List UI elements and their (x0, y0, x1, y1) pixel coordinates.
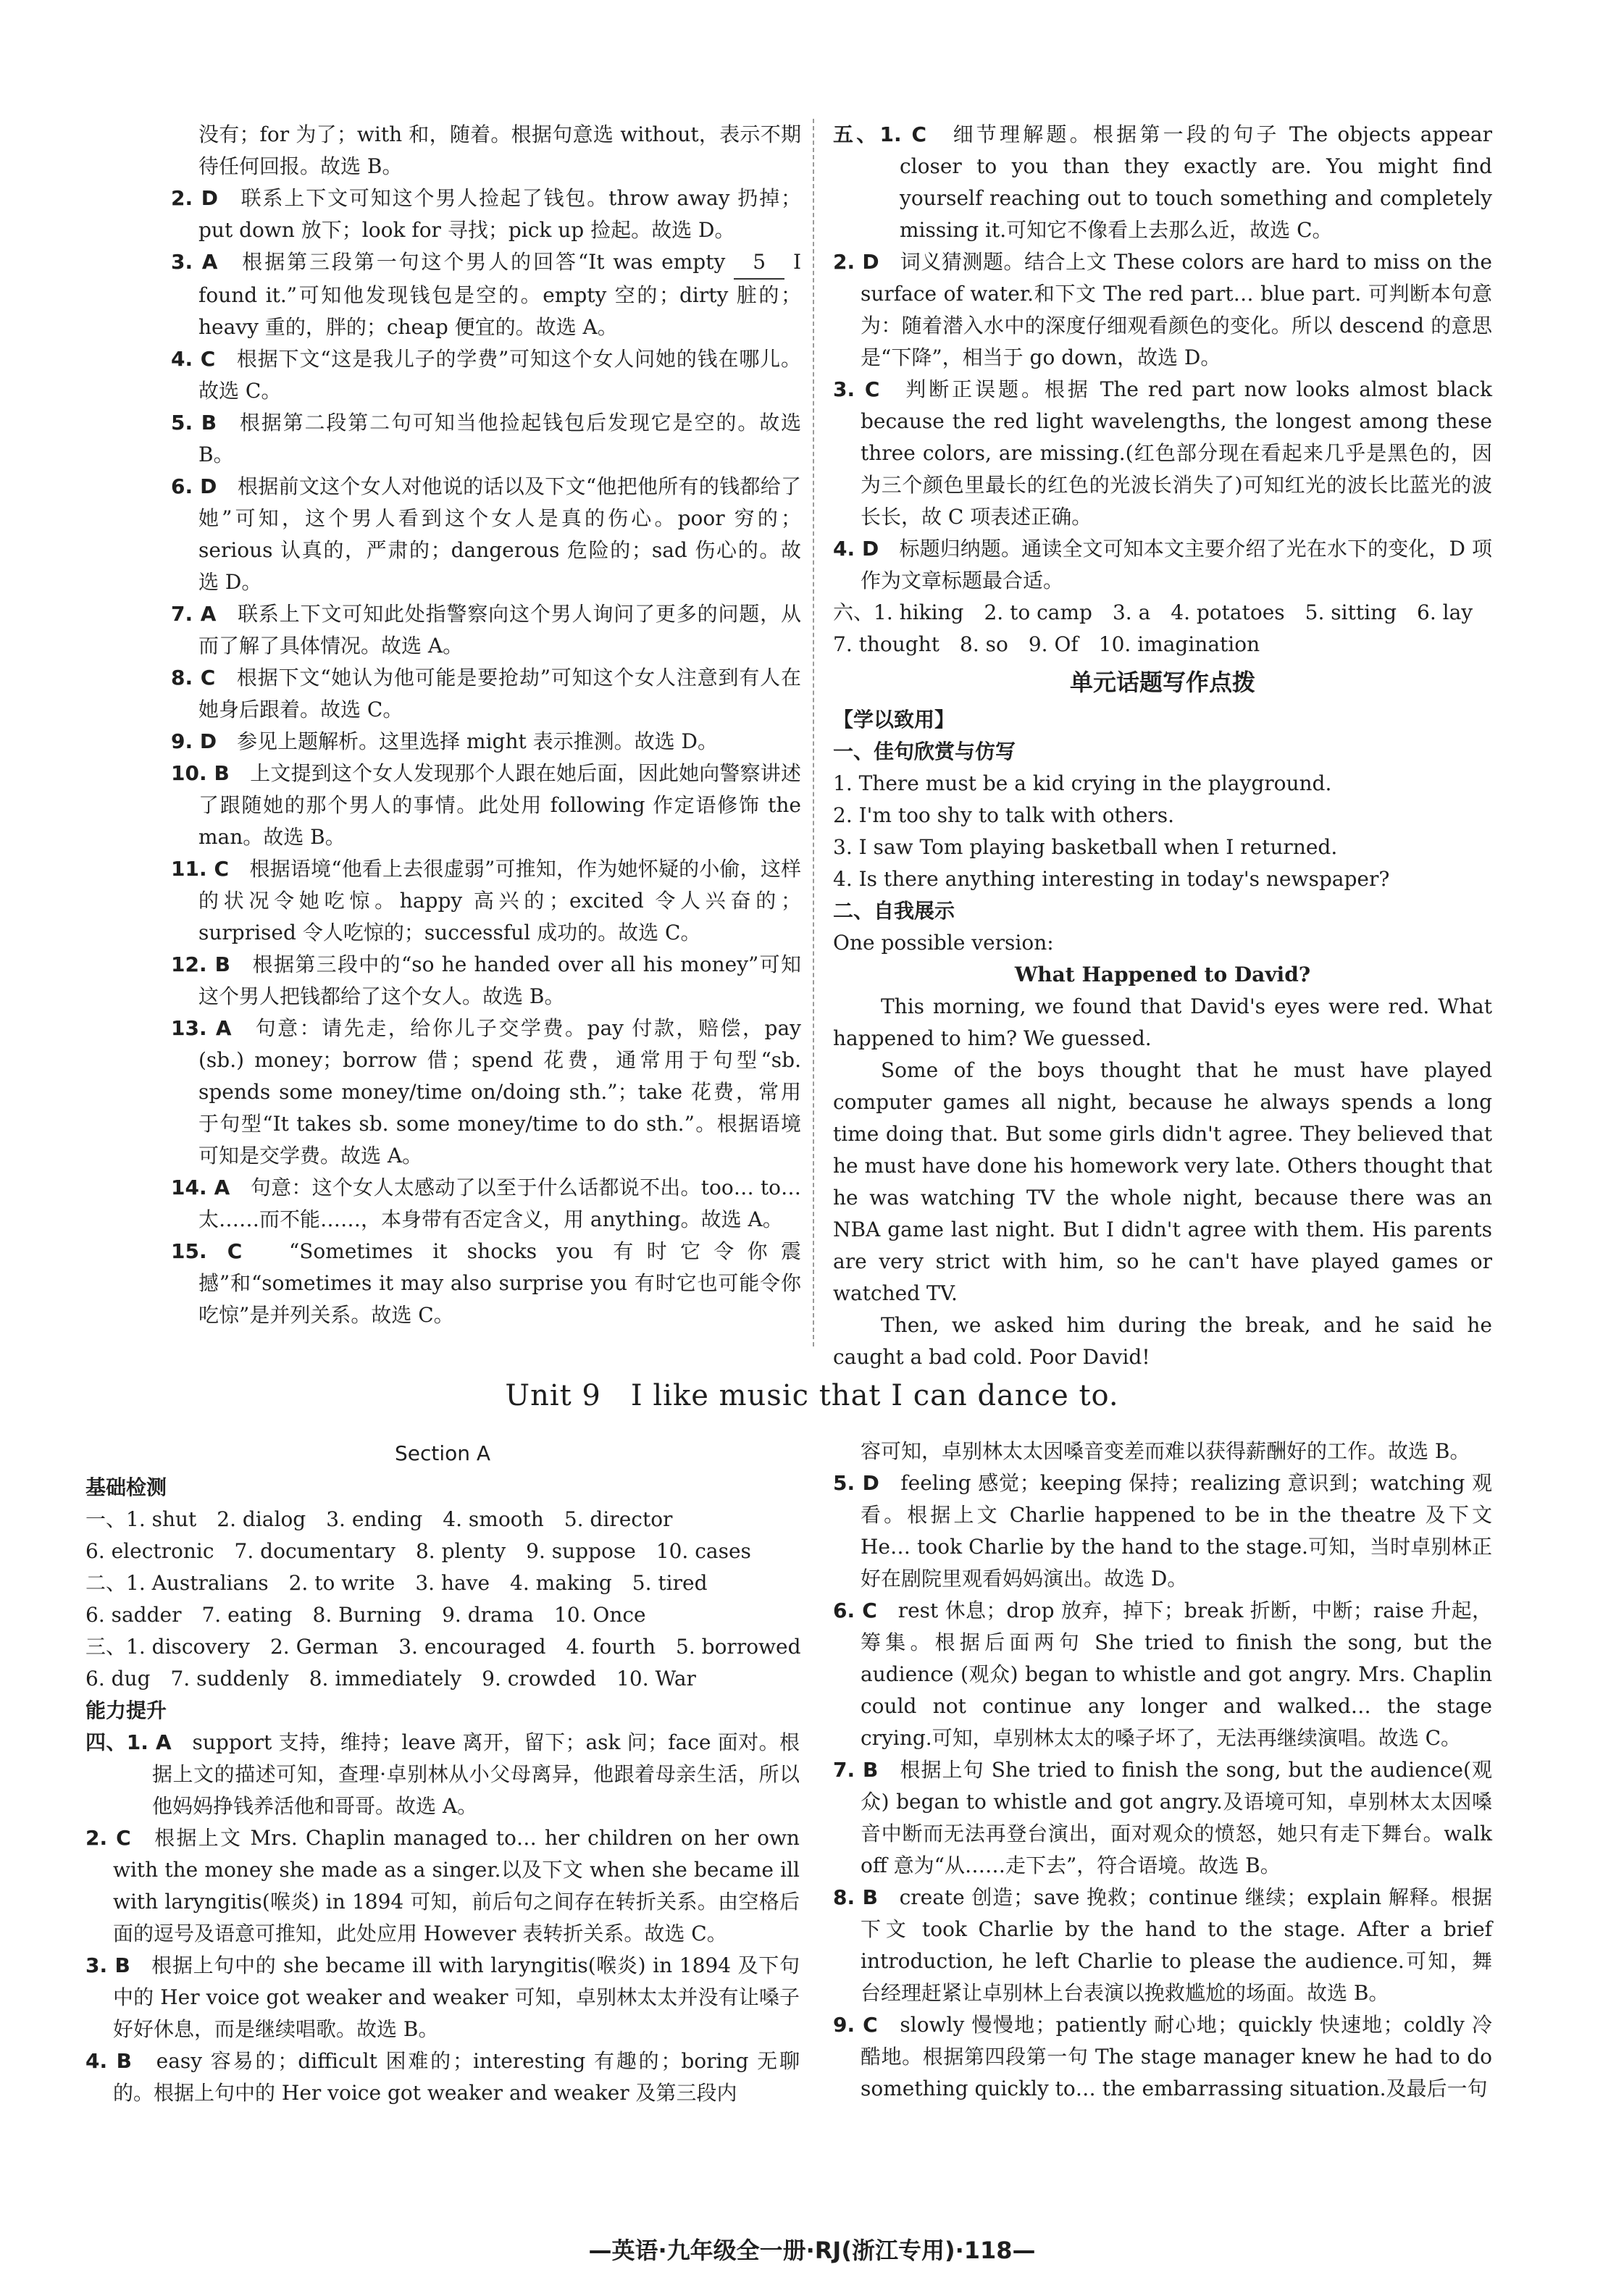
answer-line: 6. sadder 7. eating 8. Burning 9. drama 10. Once (85, 1603, 646, 1627)
answer-item: 14. A 句意：这个女人太感动了以至于什么话都说不出。too… to… 太……而不能……，本身带有否定含义，用 anything。故选 A。 (171, 1176, 801, 1231)
answer-item: 没有；for 为了；with 和，随着。根据句意选 without，表示不期待任何回报。故选 B。 (198, 122, 801, 178)
answer-item: 五、1. C 细节理解题。根据第一段的句子 The objects appear closer to you than they exactly are. You might find yourself reaching out to touch something and completely missing it.可知它不像看上去那么近，故选 C。 (833, 122, 1492, 242)
answer-item: 15. C “Sometimes it shocks you 有时它令你震撼”和“sometimes it may also surprise you 有时它也可能令你吃惊”是并列关系。故选 C。 (171, 1239, 801, 1327)
answer-item: 12. B 根据第三段中的“so he handed over all his money”可知这个男人把钱都给了这个女人。故选 B。 (171, 952, 801, 1008)
answer-item: 9. D 参见上题解析。这里选择 might 表示推测。故选 D。 (171, 729, 718, 753)
answer-item: 6. C rest 休息；drop 放弃，掉下；break 折断，中断；raise 升起，筹集。根据后面两句 She tried to finish the song, but the audience (观众) began to whistle and got angry. Mrs. Chaplin could not continue any longer and walked… the stage crying.可知，卓别林太太的嗓子坏了，无法再继续演唱。故选 C。 (833, 1599, 1492, 1750)
answer-item: 4. B easy 容易的；difficult 困难的；interesting 有趣的；boring 无聊的。根据上句中的 Her voice got weaker and weaker 及第三段内 (85, 2049, 800, 2105)
answer-item: 6. D 根据前文这个女人对他说的话以及下文“他把他所有的钱都给了她”可知，这个男人看到这个女人是真的伤心。poor 穷的；serious 认真的，严肃的；dangerous 危险的；sad 伤心的。故选 D。 (171, 474, 801, 594)
answer-item: 7. B 根据上句 She tried to finish the song, but the audience(观众) began to whistle and got angry.及语境可知，卓别林太太因嗓音中断而无法再登台演出，面对观众的愤怒，她只有走下舞台。walk off 意为“从……走下去”，符合语境。故选 B。 (833, 1758, 1492, 1877)
answer-item: 3. B 根据上句中的 she became ill with laryngitis(喉炎) in 1894 及下句中的 Her voice got weaker and weaker 可知，卓别林太太并没有让嗓子好好休息，而是继续唱歌。故选 B。 (85, 1953, 800, 2041)
answer-item: 5. B 根据第二段第二句可知当他捡起钱包后发现它是空的。故选 B。 (171, 411, 801, 466)
answer-item: 2. D 联系上下文可知这个男人捡起了钱包。throw away 扔掉；put down 放下；look for 寻找；pick up 捡起。故选 D。 (171, 186, 801, 242)
answer-item: 容可知，卓别林太太因嗓音变差而难以获得薪酬好的工作。故选 B。 (861, 1439, 1470, 1463)
answer-item: 3. C 判断正误题。根据 The red part now looks almost black because the red light wavelengths, the longest among these three colors, are missing.(红色部分现在看起来几乎是黑色的，因为三个颜色里最长的红色的光波长消失了)可知红光的波长比蓝光的波长长，故 C 项表述正确。 (833, 377, 1492, 529)
part-six-line: 7. thought 8. so 9. Of 10. imagination (833, 632, 1260, 656)
answer-line: 一、1. shut 2. dialog 3. ending 4. smooth 5. director (85, 1507, 673, 1531)
page-footer: —英语·九年级全一册·RJ(浙江专用)·118— (588, 2237, 1036, 2264)
bottom-left-column (85, 1436, 800, 2109)
answer-item: 3. A 根据第三段第一句这个男人的回答“It was empty 5 I found it.”可知他发现钱包是空的。empty 空的；dirty 脏的；heavy 重的，胖的；cheap 便宜的。故选 A。 (171, 246, 801, 343)
bottom-right-column (833, 1436, 1492, 2105)
answer-item: 8. C 根据下文“她认为他可能是要抢劫”可知这个女人注意到有人在她身后跟着。故选 C。 (171, 666, 801, 721)
answer-item: 9. C slowly 慢慢地；patiently 耐心地；quickly 快速地；coldly 冷酷地。根据第四段第一句 The stage manager knew he had to do something quickly to… the embarrassing situation.及最后一句 (833, 2013, 1492, 2100)
answer-item: 10. B 上文提到这个女人发现那个人跟在她后面，因此她向警察讲述了跟随她的那个男人的事情。此处用 following 作定语修饰 the man。故选 B。 (171, 761, 801, 849)
top-right-column (833, 119, 1492, 1373)
answer-item: 5. D feeling 感觉；keeping 保持；realizing 意识到；watching 观看。根据上文 Charlie happened to be in the theatre 及下文 He… took Charlie by the hand to the stage.可知，当时卓别林正好在剧院里观看妈妈演出。故选 D。 (833, 1471, 1492, 1591)
sentence: 4. Is there anything interesting in today's newspaper? (833, 867, 1390, 891)
answer-item: 2. D 词义猜测题。结合上文 These colors are hard to miss on the surface of water.和下文 The red part… blue part. 可判断本句意为：随着潜入水中的深度仔细观看颜色的变化。所以 descend 的意思是“下降”，相当于 go down，故选 D。 (833, 250, 1493, 369)
top-left-column (171, 119, 801, 1331)
essay-paragraph: Some of the boys thought that he must have played computer games all night, because he always spends a long time doing that. But some girls didn't agree. They believed that he must have done his homework very late. Others thought that he was watching TV the whole night, because there was an NBA game last night. But I didn't agree with them. His parents are very strict with him, so he can't have played games or watched TV. (833, 1058, 1492, 1305)
essay-paragraph: Then, we asked him during the break, and he said he caught a bad cold. Poor David! (833, 1313, 1492, 1369)
section-title: Section A (394, 1441, 491, 1465)
answer-line: 6. dug 7. suddenly 8. immediately 9. crowded 10. War (85, 1667, 696, 1690)
column-divider (813, 119, 814, 1346)
sentence: 2. I'm too shy to talk with others. (833, 803, 1175, 827)
answer-item: 7. A 联系上下文可知此处指警察向这个男人询问了更多的问题，从而了解了具体情况。故选 A。 (171, 602, 801, 658)
subsection-label: 基础检测 (85, 1475, 167, 1499)
subsection-label: 二、自我展示 (833, 899, 955, 923)
sentence: 3. I saw Tom playing basketball when I returned. (833, 835, 1338, 859)
answer-item: 4. D 标题归纳题。通读全文可知本文主要介绍了光在水下的变化，D 项作为文章标题最合适。 (833, 537, 1492, 592)
essay-paragraph: This morning, we found that David's eyes were red. What happened to him? We guessed. (833, 994, 1492, 1050)
answer-item: 11. C 根据语境“他看上去很虚弱”可推知，作为她怀疑的小偷，这样的状况令她吃惊。happy 高兴的；excited 令人兴奋的；surprised 令人吃惊的；successful 成功的。故选 C。 (171, 857, 801, 944)
answer-line: 二、1. Australians 2. to write 3. have 4. making 5. tired (85, 1571, 708, 1595)
answer-item: 13. A 句意：请先走，给你儿子交学费。pay 付款，赔偿，pay (sb.) money；borrow 借；spend 花费，通常用于句型“sb. spends some money/time on/doing sth.”；take 花费，常用于句型“It takes sb. some money/time to do sth.”。根据语境可知是交学费。故选 A。 (171, 1016, 801, 1168)
part-six-line: 六、1. hiking 2. to camp 3. a 4. potatoes 5. sitting 6. lay (833, 600, 1473, 624)
sentence: 1. There must be a kid crying in the playground. (833, 771, 1332, 795)
essay-title: What Happened to David? (1014, 963, 1311, 986)
answer-item: 四、1. A support 支持，维持；leave 离开，留下；ask 问；face 面对。根据上文的描述可知，查理·卓别林从小父母离异，他跟着母亲生活，所以他妈妈挣钱养活他和哥哥。故选 A。 (85, 1730, 800, 1818)
blank-number: 5 (734, 246, 784, 280)
answer-line: 三、1. discovery 2. German 3. encouraged 4. fourth 5. borrowed (85, 1635, 801, 1659)
writing-heading: 单元话题写作点拨 (1069, 669, 1255, 696)
subsection-label: 一、佳句欣赏与仿写 (833, 740, 1016, 763)
answer-item: 2. C 根据上文 Mrs. Chaplin managed to… her children on her own with the money she made as a singer.以及下文 when she became ill with laryngitis(喉炎) in 1894 可知，前后句之间存在转折关系。由空格后面的逗号及语意可推知，此处应用 However 表转折关系。故选 C。 (85, 1826, 800, 1945)
subsection-label: 能力提升 (85, 1698, 167, 1722)
possible-version: One possible version: (833, 931, 1054, 955)
answer-item: 8. B create 创造；save 挽救；continue 继续；explain 解释。根据下文 took Charlie by the hand to the stage. After a brief introduction, he left Charlie to please the audience.可知，舞台经理赶紧让卓别林上台表演以挽救尴尬的场面。故选 B。 (833, 1885, 1492, 2005)
answer-item: 4. C 根据下文“这是我儿子的学费”可知这个女人问她的钱在哪儿。故选 C。 (171, 347, 801, 403)
answer-line: 6. electronic 7. documentary 8. plenty 9. suppose 10. cases (85, 1539, 751, 1563)
subsection-label: 【学以致用】 (833, 708, 955, 732)
unit-title: Unit 9 I like music that I can dance to. (505, 1379, 1119, 1412)
